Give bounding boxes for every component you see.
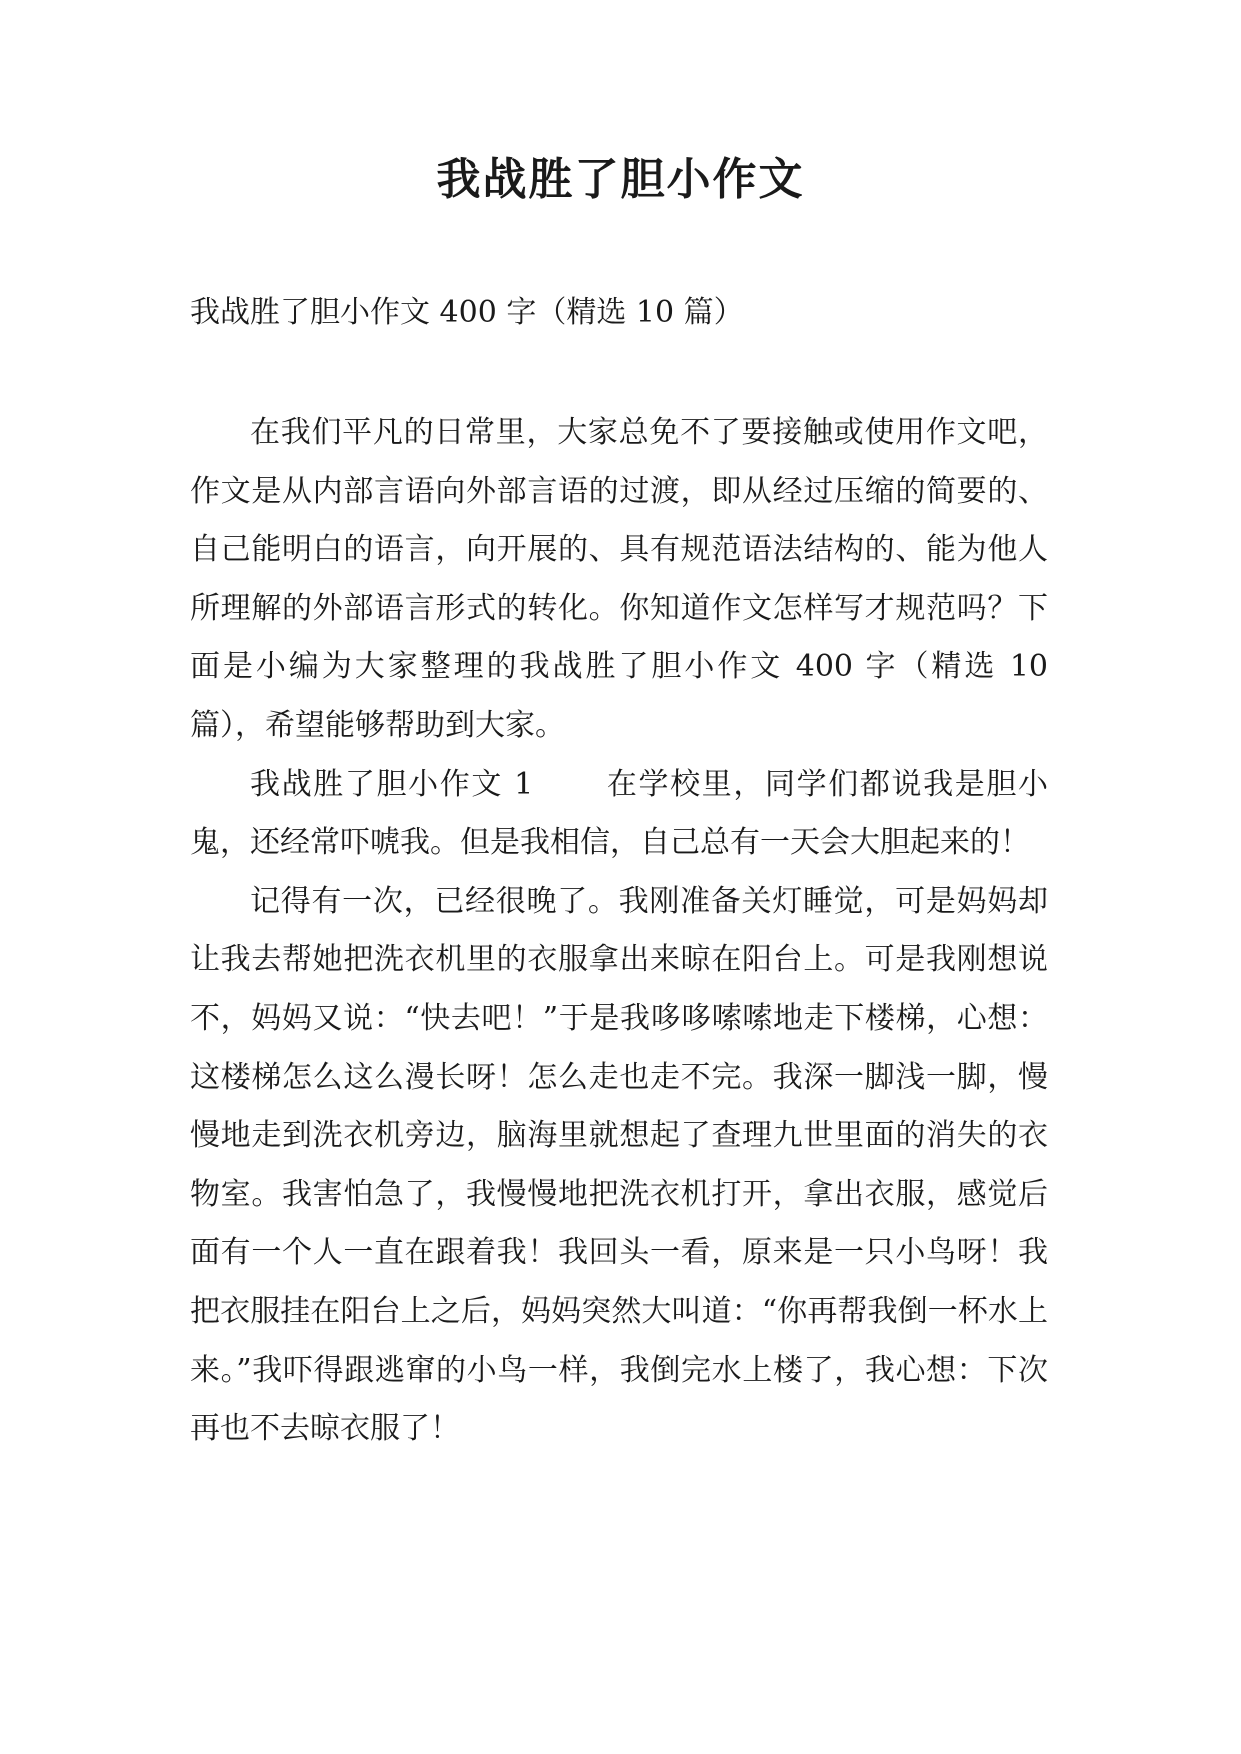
document-title: 我战胜了胆小作文 [436, 154, 805, 205]
document-body [190, 404, 1048, 1459]
essay-1-heading: 我战胜了胆小作文 1 [250, 766, 534, 802]
essay-1-second-paragraph: 记得有一次，已经很晚了。我刚准备关灯睡觉，可是妈妈却让我去帮她把洗衣机里的衣服拿出来晾在阳台上。可是我刚想说不，妈妈又说：“快去吧！”于是我哆哆嗦嗦地走下楼梯，心想：这楼梯怎么这么漫长呀！怎么走也走不完。我深一脚浅一脚，慢慢地走到洗衣机旁边，脑海里就想起了查理九世里面的消失的衣物室。我害怕急了，我慢慢地把洗衣机打开，拿出衣服，感觉后面有一个人一直在跟着我！我回头一看，原来是一只小鸟呀！我把衣服挂在阳台上之后，妈妈突然大叫道：“你再帮我倒一杯水上来。”我吓得跟逃窜的小鸟一样，我倒完水上楼了，我心想：下次再也不去晾衣服了！ [190, 883, 1048, 1447]
essay-1-first-paragraph-text: 在学校里，同学们都说我是胆小鬼，还经常吓唬我。但是我相信，自己总有一天会大胆起来的！ [190, 766, 1048, 861]
essay-1-first-paragraph [190, 756, 1048, 873]
document-subtitle: 我战胜了胆小作文 400 字（精选 10 篇） [190, 295, 744, 330]
intro-paragraph: 在我们平凡的日常里，大家总免不了要接触或使用作文吧，作文是从内部言语向外部言语的过渡，即从经过压缩的简要的、自己能明白的语言，向开展的、具有规范语法结构的、能为他人所理解的外部语言形式的转化。你知道作文怎样写才规范吗？下面是小编为大家整理的我战胜了胆小作文 400 字（精选 10 篇），希望能够帮助到大家。 [190, 415, 1048, 743]
